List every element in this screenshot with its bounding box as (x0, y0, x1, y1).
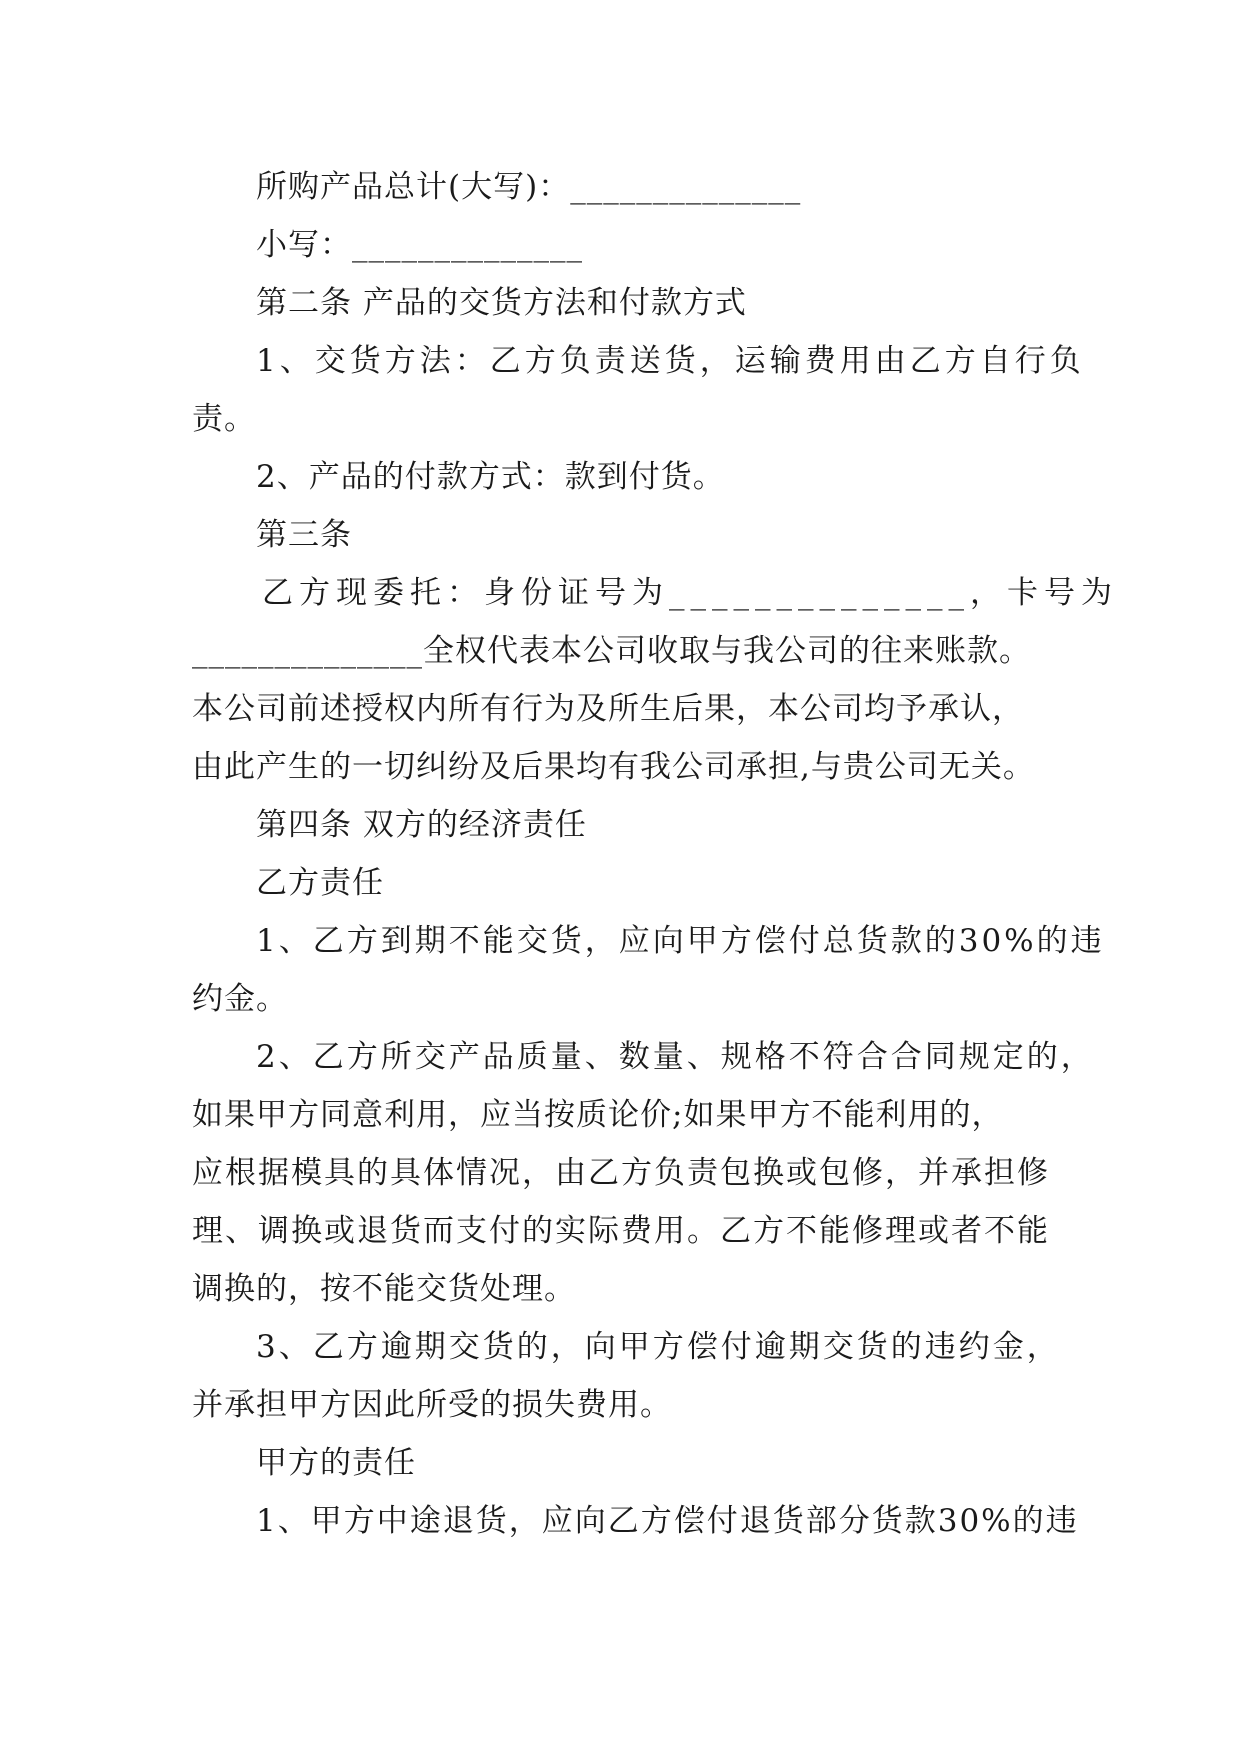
paragraph-line: 理、调换或退货而支付的实际费用。乙方不能修理或者不能 (192, 1213, 1050, 1249)
paragraph-line: ______________全权代表本公司收取与我公司的往来账款。 (192, 633, 1031, 669)
paragraph-line: 1、乙方到期不能交货，应向甲方偿付总货款的30%的违 (256, 923, 1105, 959)
paragraph-line: 约金。 (192, 981, 288, 1017)
section-heading: 乙方责任 (256, 865, 384, 901)
paragraph-line: 2、乙方所交产品质量、数量、规格不符合合同规定的， (256, 1039, 1095, 1075)
paragraph-line: 3、乙方逾期交货的，向甲方偿付逾期交货的违约金， (256, 1329, 1061, 1365)
paragraph-line: 如果甲方同意利用，应当按质论价;如果甲方不能利用的， (192, 1097, 1004, 1133)
paragraph-line: 调换的，按不能交货处理。 (192, 1271, 576, 1307)
article-3-heading: 第三条 (256, 517, 352, 553)
paragraph-line: 1、甲方中途退货，应向乙方偿付退货部分货款30%的违 (256, 1503, 1079, 1539)
paragraph-line: 并承担甲方因此所受的损失费用。 (192, 1387, 672, 1423)
total-lowercase-line: 小写：______________ (256, 227, 583, 263)
total-uppercase-line: 所购产品总计(大写)：______________ (256, 169, 802, 205)
article-4-heading: 第四条 双方的经济责任 (256, 807, 587, 843)
paragraph-line: 由此产生的一切纠纷及后果均有我公司承担,与贵公司无关。 (192, 749, 1035, 785)
article-2-heading: 第二条 产品的交货方法和付款方式 (256, 285, 747, 321)
paragraph-line: 应根据模具的具体情况，由乙方负责包换或包修，并承担修 (192, 1155, 1050, 1191)
paragraph-line: 责。 (192, 401, 256, 437)
paragraph-line: 2、产品的付款方式：款到付货。 (256, 459, 725, 495)
paragraph-line: 1、交货方法：乙方负责送货，运输费用由乙方自行负 (256, 343, 1085, 379)
paragraph-line: 本公司前述授权内所有行为及所生后果，本公司均予承认， (192, 691, 1024, 727)
paragraph-line: 乙方现委托：身份证号为______________，卡号为 (262, 575, 1118, 611)
section-heading: 甲方的责任 (256, 1445, 416, 1481)
